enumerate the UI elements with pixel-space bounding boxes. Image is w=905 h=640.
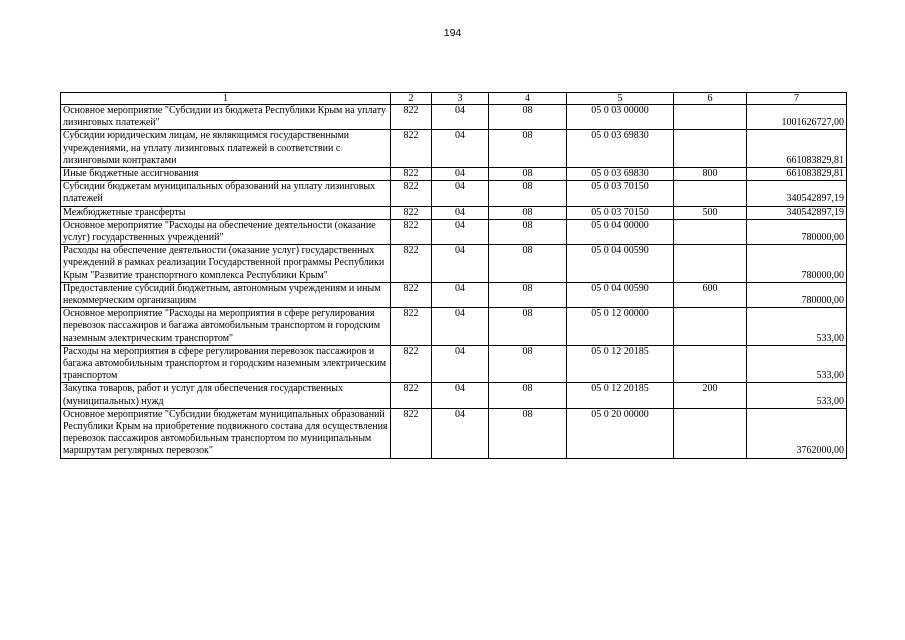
expense-type-cell [674,408,747,458]
target-article-cell: 05 0 03 69830 [567,168,674,181]
expense-type-cell [674,181,747,206]
row-name-cell: Закупка товаров, работ и услуг для обеспечения государственных (муниципальных) нужд [61,383,391,408]
section-code-cell: 04 [432,219,489,244]
section-code-cell: 04 [432,345,489,383]
ministry-code-cell: 822 [391,206,432,219]
ministry-code-cell: 822 [391,383,432,408]
amount-cell: 780000,00 [747,219,847,244]
section-code-cell: 04 [432,282,489,307]
target-article-cell: 05 0 12 00000 [567,308,674,346]
expense-type-cell: 500 [674,206,747,219]
ministry-code-cell: 822 [391,308,432,346]
subsection-code-cell: 08 [489,105,567,130]
table-row [61,345,847,383]
expense-type-cell [674,219,747,244]
row-name-cell: Субсидии бюджетам муниципальных образований на уплату лизинговых платежей [61,181,391,206]
subsection-code-cell: 08 [489,308,567,346]
row-name-cell: Межбюджетные трансферты [61,206,391,219]
ministry-code-cell: 822 [391,168,432,181]
table-row [61,408,847,458]
table-row [61,308,847,346]
header-cell: 4 [489,93,567,105]
target-article-cell: 05 0 03 69830 [567,130,674,168]
row-name-cell: Расходы на мероприятия в сфере регулирования перевозок пассажиров и багажа автомобильным транспортом и городским наземным электрическим транспортом [61,345,391,383]
amount-cell: 533,00 [747,345,847,383]
row-name-cell: Основное мероприятие "Расходы на мероприятия в сфере регулирования перевозок пассажиров и багажа автомобильным транспортом и городским наземным электрическим транспортом" [61,308,391,346]
subsection-code-cell: 08 [489,408,567,458]
subsection-code-cell: 08 [489,219,567,244]
table-row [61,206,847,219]
section-code-cell: 04 [432,206,489,219]
header-cell: 1 [61,93,391,105]
target-article-cell: 05 0 12 20185 [567,345,674,383]
table-row [61,181,847,206]
subsection-code-cell: 08 [489,383,567,408]
target-article-cell: 05 0 03 00000 [567,105,674,130]
expense-type-cell [674,345,747,383]
target-article-cell: 05 0 04 00000 [567,219,674,244]
row-name-cell: Предоставление субсидий бюджетным, автономным учреждениям и иным некоммерческим организациям [61,282,391,307]
target-article-cell: 05 0 20 00000 [567,408,674,458]
target-article-cell: 05 0 03 70150 [567,206,674,219]
row-name-cell: Основное мероприятие "Расходы на обеспечение деятельности (оказание услуг) государственных учреждений" [61,219,391,244]
expense-type-cell [674,130,747,168]
ministry-code-cell: 822 [391,282,432,307]
target-article-cell: 05 0 03 70150 [567,181,674,206]
header-cell: 6 [674,93,747,105]
subsection-code-cell: 08 [489,130,567,168]
subsection-code-cell: 08 [489,245,567,283]
subsection-code-cell: 08 [489,206,567,219]
row-name-cell: Основное мероприятие "Субсидии из бюджета Республики Крым на уплату лизинговых платежей" [61,105,391,130]
table-row [61,130,847,168]
header-cell: 5 [567,93,674,105]
subsection-code-cell: 08 [489,345,567,383]
section-code-cell: 04 [432,308,489,346]
amount-cell: 780000,00 [747,245,847,283]
page-number: 194 [443,27,462,39]
row-name-cell: Иные бюджетные ассигнования [61,168,391,181]
target-article-cell: 05 0 04 00590 [567,282,674,307]
row-name-cell: Субсидии юридическим лицам, не являющимся государственными учреждениями, на уплату лизинговых платежей в соответствии с лизинговыми контрактами [61,130,391,168]
section-code-cell: 04 [432,105,489,130]
amount-cell: 1001626727,00 [747,105,847,130]
table-row [61,383,847,408]
ministry-code-cell: 822 [391,130,432,168]
subsection-code-cell: 08 [489,181,567,206]
target-article-cell: 05 0 12 20185 [567,383,674,408]
section-code-cell: 04 [432,130,489,168]
amount-cell: 780000,00 [747,282,847,307]
subsection-code-cell: 08 [489,168,567,181]
ministry-code-cell: 822 [391,181,432,206]
amount-cell: 340542897,19 [747,181,847,206]
ministry-code-cell: 822 [391,219,432,244]
section-code-cell: 04 [432,383,489,408]
subsection-code-cell: 08 [489,282,567,307]
ministry-code-cell: 822 [391,345,432,383]
table-row [61,282,847,307]
section-code-cell: 04 [432,181,489,206]
expense-type-cell: 800 [674,168,747,181]
expense-type-cell [674,245,747,283]
ministry-code-cell: 822 [391,408,432,458]
table-row [61,219,847,244]
expense-type-cell: 200 [674,383,747,408]
header-cell: 7 [747,93,847,105]
header-row [61,93,847,105]
row-name-cell: Расходы на обеспечение деятельности (оказание услуг) государственных учреждений в рамках реализации Государственной программы Республики Крым "Развитие транспортного комплекса Республики Крым" [61,245,391,283]
amount-cell: 340542897,19 [747,206,847,219]
ministry-code-cell: 822 [391,245,432,283]
budget-table [60,92,847,459]
amount-cell: 533,00 [747,383,847,408]
section-code-cell: 04 [432,168,489,181]
expense-type-cell [674,105,747,130]
amount-cell: 533,00 [747,308,847,346]
expense-type-cell [674,308,747,346]
table-row [61,245,847,283]
amount-cell: 3762000,00 [747,408,847,458]
ministry-code-cell: 822 [391,105,432,130]
section-code-cell: 04 [432,408,489,458]
header-cell: 2 [391,93,432,105]
table-row [61,168,847,181]
target-article-cell: 05 0 04 00590 [567,245,674,283]
header-cell: 3 [432,93,489,105]
expense-type-cell: 600 [674,282,747,307]
table-row [61,105,847,130]
section-code-cell: 04 [432,245,489,283]
amount-cell: 661083829,81 [747,130,847,168]
amount-cell: 661083829,81 [747,168,847,181]
row-name-cell: Основное мероприятие "Субсидии бюджетам муниципальных образований Республики Крым на приобретение подвижного состава для осуществления перевозок пассажиров автомобильным транспортом по муниципальным маршрутам регулярных перевозок" [61,408,391,458]
